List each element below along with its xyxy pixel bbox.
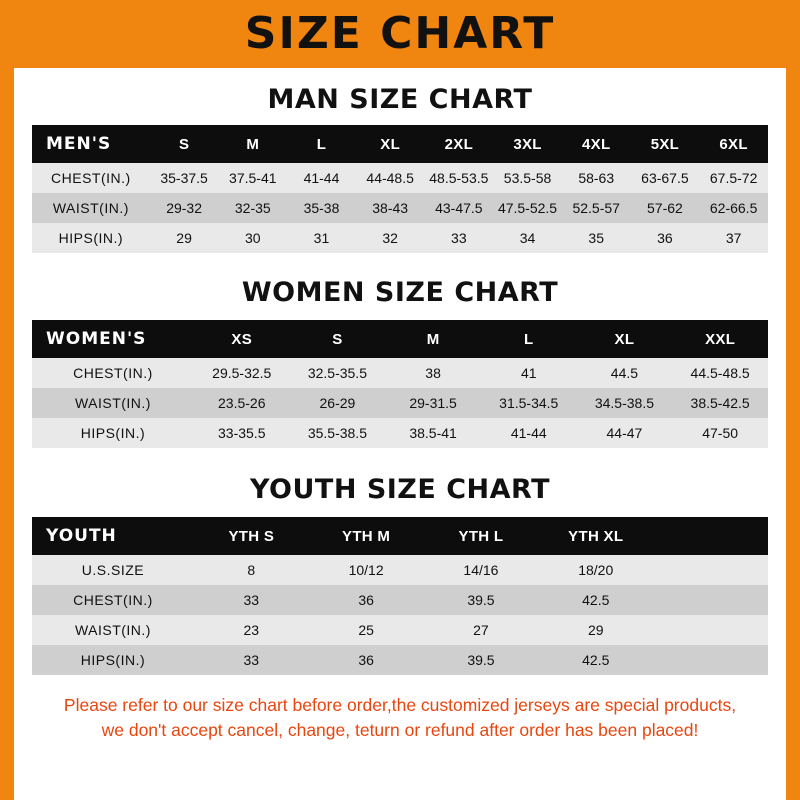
youth-header-cell: YTH XL [568,527,624,545]
youth-header-cell: YTH S [228,527,275,545]
table-cell: 67.5-72 [709,170,758,186]
table-cell: 31.5-34.5 [499,395,559,411]
table-cell [653,585,768,615]
women-header-cell: XS [231,330,253,348]
youth-section-title: YOUTH SIZE CHART [249,474,551,505]
table-cell: 44-48.5 [366,170,414,186]
row-label: WAIST(IN.) [74,622,151,638]
table-cell: 33-35.5 [218,425,266,441]
table-cell: 18/20 [578,562,614,578]
table-cell: 48.5-53.5 [429,170,489,186]
table-cell [653,615,768,645]
header-bar [0,0,800,68]
table-cell: 26-29 [319,395,356,411]
table-cell: 29.5-32.5 [212,365,272,381]
table-cell: 31 [313,230,330,246]
man-header-cell: MEN'S [46,134,112,154]
table-cell: 29 [587,622,604,638]
women-size-table [32,320,768,448]
table-cell: 33 [243,652,260,668]
table-row [32,358,768,388]
table-row [32,418,768,448]
table-cell: 35-37.5 [160,170,208,186]
table-row [32,223,768,253]
footer-note [32,693,768,744]
table-cell: 58-63 [578,170,615,186]
table-cell: 39.5 [467,592,495,608]
table-cell: 37.5-41 [229,170,277,186]
footer-note-line-1: Please refer to our size chart before order,the customized jerseys are special products, [63,695,737,715]
table-cell: 62-66.5 [709,200,758,216]
table-cell: 36 [358,592,374,608]
table-cell: 63-67.5 [641,170,689,186]
table-cell: 27 [473,622,489,638]
table-header-row [32,320,768,358]
table-cell: 41-44 [510,425,547,441]
table-cell: 32.5-35.5 [307,365,367,381]
table-cell: 44.5 [610,365,639,381]
youth-header-cell: YTH L [458,527,504,545]
women-header-cell: S [332,330,343,348]
table-row [32,585,768,615]
youth-header-cell: YOUTH [46,526,117,546]
row-label: WAIST(IN.) [74,395,151,411]
table-header-row [32,125,768,163]
table-row [32,555,768,585]
man-header-cell: 3XL [513,135,542,153]
row-label: HIPS(IN.) [58,230,124,246]
table-cell: 38.5-41 [409,425,457,441]
row-label: U.S.SIZE [81,562,145,578]
table-cell: 23.5-26 [218,395,266,411]
table-cell: 44.5-48.5 [690,365,750,381]
table-cell: 43-47.5 [435,200,483,216]
row-label: CHEST(IN.) [51,170,131,186]
table-cell: 29 [176,230,192,246]
man-header-cell: M [246,135,260,153]
man-header-cell: XL [380,135,401,153]
table-cell: 10/12 [348,562,384,578]
table-cell: 34 [519,230,536,246]
row-label: WAIST(IN.) [52,200,129,216]
table-cell: 8 [247,562,256,578]
table-cell: 35.5-38.5 [307,425,367,441]
row-label: CHEST(IN.) [73,365,153,381]
man-header-cell: L [316,135,327,153]
table-cell: 32 [382,230,398,246]
table-cell: 35 [588,230,604,246]
youth-header-cell [653,517,768,555]
table-cell: 14/16 [463,562,499,578]
table-cell: 44-47 [606,425,643,441]
table-cell: 47.5-52.5 [497,200,558,216]
man-header-cell: 6XL [719,135,748,153]
table-row [32,163,768,193]
table-cell: 52.5-57 [572,200,620,216]
table-cell: 57-62 [647,200,683,216]
table-cell: 29-31.5 [409,395,457,411]
table-cell: 39.5 [467,652,495,668]
man-header-cell: 4XL [582,135,611,153]
table-cell: 29-32 [166,200,202,216]
women-header-cell: L [524,330,534,348]
row-label: CHEST(IN.) [73,592,153,608]
table-cell: 25 [358,622,374,638]
table-row [32,193,768,223]
man-header-cell: 2XL [444,135,474,153]
table-cell: 36 [657,230,673,246]
table-cell: 34.5-38.5 [594,395,655,411]
table-cell [653,555,768,585]
women-header-cell: M [426,330,440,348]
table-cell: 36 [358,652,374,668]
man-section-title: MAN SIZE CHART [267,84,533,115]
table-cell: 33 [451,230,467,246]
table-row [32,388,768,418]
women-header-cell: WOMEN'S [46,329,147,349]
youth-size-table [32,517,768,675]
women-header-cell: XL [614,330,635,348]
row-label: HIPS(IN.) [80,652,146,668]
row-label: HIPS(IN.) [80,425,146,441]
table-cell: 30 [244,230,261,246]
table-cell: 23 [243,622,260,638]
table-cell: 37 [725,230,742,246]
women-section-title: WOMEN SIZE CHART [241,277,559,308]
man-header-cell: 5XL [650,135,680,153]
table-cell: 35-38 [303,200,340,216]
page-title: SIZE CHART [244,8,556,59]
table-row [32,615,768,645]
table-row [32,645,768,675]
man-size-table [32,125,768,253]
table-cell: 33 [243,592,260,608]
women-header-cell: XXL [705,330,736,348]
table-cell: 38-43 [372,200,409,216]
table-cell: 53.5-58 [503,170,552,186]
table-cell: 41 [520,365,537,381]
table-cell [653,645,768,675]
table-cell: 47-50 [702,425,739,441]
table-cell: 32-35 [234,200,271,216]
content-area [14,84,786,744]
table-cell: 38 [425,365,441,381]
table-cell: 42.5 [582,592,610,608]
table-cell: 41-44 [303,170,340,186]
table-header-row [32,517,768,555]
table-cell: 38.5-42.5 [690,395,750,411]
youth-header-cell: YTH M [342,527,391,545]
footer-note-line-2: we don't accept cancel, change, teturn or refund after order has been placed! [101,720,699,741]
man-header-cell: S [178,135,190,153]
table-cell: 42.5 [582,652,610,668]
